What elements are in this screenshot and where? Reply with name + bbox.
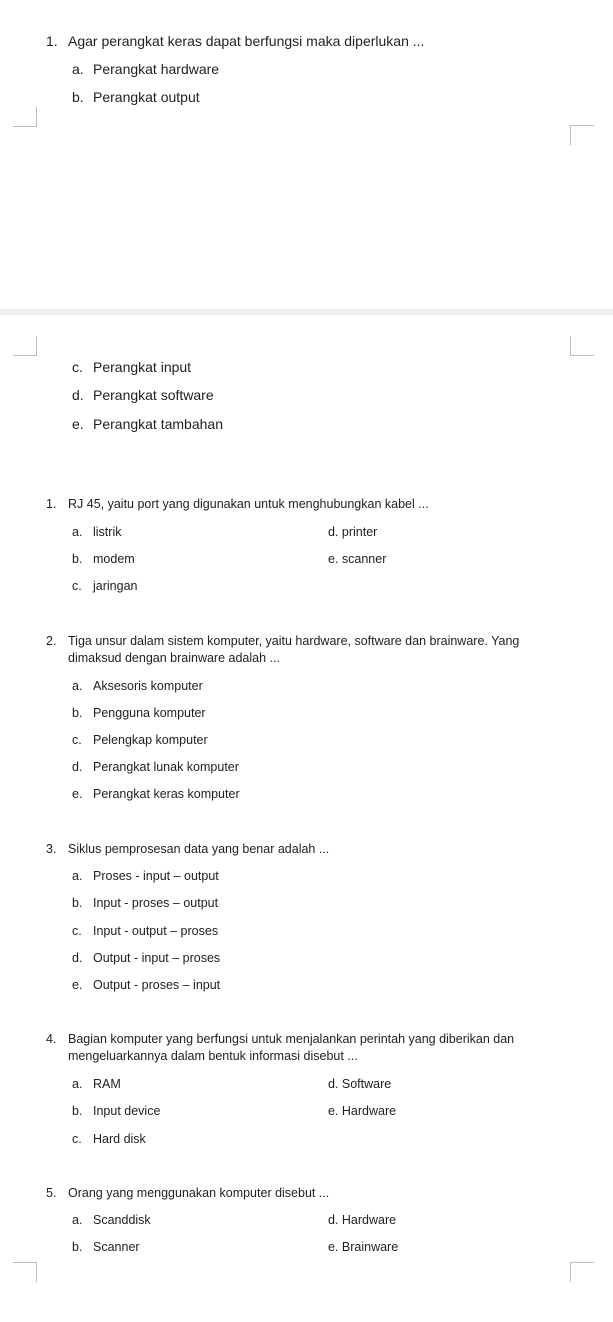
option-letter: b. bbox=[72, 89, 84, 105]
question-text: Bagian komputer yang berfungsi untuk menjalankan perintah yang diberikan dan bbox=[68, 1032, 515, 1046]
option-text: RAM bbox=[93, 1077, 121, 1091]
page-corner-mark bbox=[13, 336, 37, 356]
option-letter: e. bbox=[72, 787, 83, 801]
option-text: Proses - input – output bbox=[93, 869, 219, 883]
question-number: 1. bbox=[46, 497, 57, 511]
option-text: Scanner bbox=[93, 1240, 140, 1254]
option-text: Hard disk bbox=[93, 1132, 146, 1146]
option-text: Pelengkap komputer bbox=[93, 733, 208, 747]
option-text: d. Hardware bbox=[328, 1213, 397, 1227]
option-text: d. printer bbox=[328, 525, 378, 539]
option-letter: a. bbox=[72, 869, 83, 883]
option-letter: b. bbox=[72, 1240, 83, 1254]
option-letter: a. bbox=[72, 1213, 83, 1227]
option-text: Perangkat software bbox=[93, 387, 214, 403]
option-text: listrik bbox=[93, 525, 122, 539]
option-text: Output - proses – input bbox=[93, 978, 221, 992]
option-text: Perangkat keras komputer bbox=[93, 787, 240, 801]
question-number: 2. bbox=[46, 634, 57, 648]
option-letter: a. bbox=[72, 1077, 83, 1091]
question-number: 5. bbox=[46, 1186, 57, 1200]
option-text: Perangkat input bbox=[93, 359, 192, 375]
option-letter: b. bbox=[72, 706, 83, 720]
page-corner-mark bbox=[13, 107, 37, 127]
question-number: 1. bbox=[46, 33, 58, 49]
option-text: e. Brainware bbox=[328, 1240, 399, 1254]
option-text: Perangkat tambahan bbox=[93, 416, 223, 432]
option-text: Input - output – proses bbox=[93, 924, 219, 938]
page-separator bbox=[0, 309, 613, 315]
question-text: RJ 45, yaitu port yang digunakan untuk menghubungkan kabel ... bbox=[68, 497, 429, 511]
page-corner-mark bbox=[13, 1262, 37, 1282]
option-text: Pengguna komputer bbox=[93, 706, 206, 720]
option-text: Input - proses – output bbox=[93, 896, 219, 910]
question-text: dimaksud dengan brainware adalah ... bbox=[68, 651, 280, 665]
option-text: Perangkat lunak komputer bbox=[93, 760, 239, 774]
option-letter: a. bbox=[72, 679, 83, 693]
option-text: Perangkat hardware bbox=[93, 61, 220, 77]
option-letter: b. bbox=[72, 552, 83, 566]
option-letter: d. bbox=[72, 387, 84, 403]
option-letter: e. bbox=[72, 416, 84, 432]
option-letter: c. bbox=[72, 924, 82, 938]
option-text: e. scanner bbox=[328, 552, 387, 566]
question-text: Tiga unsur dalam sistem komputer, yaitu hardware, software dan brainware. Yang bbox=[68, 634, 520, 648]
question-text: Siklus pemprosesan data yang benar adalah ... bbox=[68, 842, 330, 856]
option-letter: c. bbox=[72, 579, 82, 593]
question-text: mengeluarkannya dalam bentuk informasi disebut ... bbox=[68, 1049, 358, 1063]
option-letter: a. bbox=[72, 525, 83, 539]
option-text: Aksesoris komputer bbox=[93, 679, 203, 693]
option-text: modem bbox=[93, 552, 135, 566]
question-number: 3. bbox=[46, 842, 57, 856]
option-text: Output - input – proses bbox=[93, 951, 221, 965]
question-text: Agar perangkat keras dapat berfungsi maka diperlukan ... bbox=[68, 33, 425, 49]
option-text: Scanddisk bbox=[93, 1213, 151, 1227]
option-letter: b. bbox=[72, 1104, 83, 1118]
option-letter: d. bbox=[72, 760, 83, 774]
option-letter: b. bbox=[72, 896, 83, 910]
option-text: d. Software bbox=[328, 1077, 392, 1091]
option-letter: d. bbox=[72, 951, 83, 965]
question-number: 4. bbox=[46, 1032, 57, 1046]
option-text: Perangkat output bbox=[93, 89, 200, 105]
option-text: jaringan bbox=[93, 579, 138, 593]
page-corner-mark bbox=[570, 1262, 594, 1282]
option-letter: c. bbox=[72, 1132, 82, 1146]
option-letter: c. bbox=[72, 733, 82, 747]
option-letter: e. bbox=[72, 978, 83, 992]
option-text: e. Hardware bbox=[328, 1104, 397, 1118]
option-text: Input device bbox=[93, 1104, 161, 1118]
page-corner-mark bbox=[570, 125, 594, 145]
page-corner-mark bbox=[570, 336, 594, 356]
option-letter: a. bbox=[72, 61, 84, 77]
option-letter: c. bbox=[72, 359, 83, 375]
question-text: Orang yang menggunakan komputer disebut ... bbox=[68, 1186, 330, 1200]
